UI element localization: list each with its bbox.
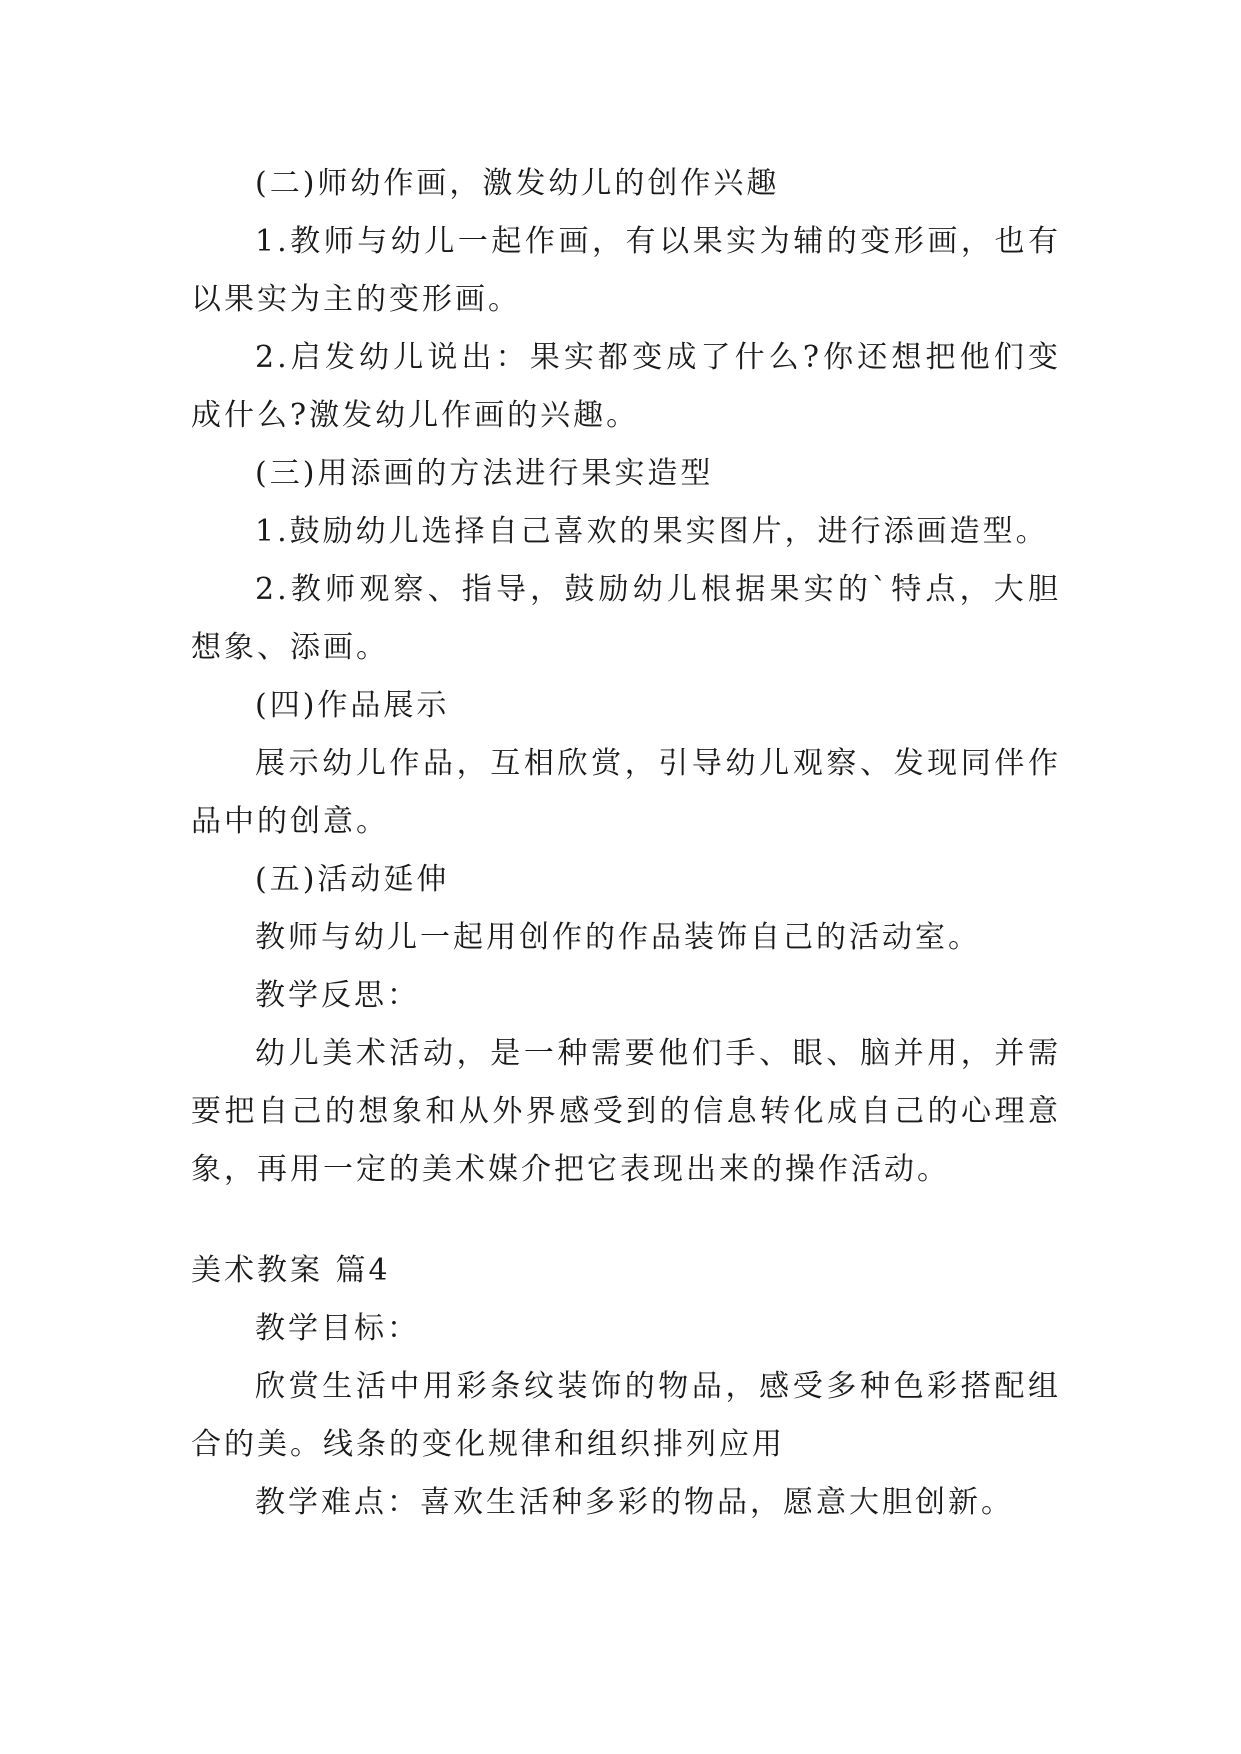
paragraph-step-1-choose-picture: 1.鼓励幼儿选择自己喜欢的果实图片，进行添画造型。 [255, 514, 1049, 549]
paragraph-step-1-draw-together: 1.教师与幼儿一起作画，有以果实为辅的变形画，也有以果实为主的变形画。 [191, 224, 1061, 317]
heading-work-display: (四)作品展示 [255, 688, 450, 723]
paragraph-step-2-inspire: 2.启发幼儿说出：果实都变成了什么?你还想把他们变成什么?激发幼儿作画的兴趣。 [191, 340, 1061, 433]
heading-teaching-goals: 教学目标： [255, 1311, 420, 1346]
paragraph-step-2-observe-guide: 2.教师观察、指导，鼓励幼儿根据果实的`特点，大胆想象、添画。 [191, 572, 1061, 665]
heading-activity-extension: (五)活动延伸 [255, 862, 450, 897]
heading-teacher-child-drawing: (二)师幼作画，激发幼儿的创作兴趣 [255, 166, 780, 201]
section-title-lesson-4: 美术教案 篇4 [191, 1253, 391, 1288]
paragraph-display-works: 展示幼儿作品，互相欣赏，引导幼儿观察、发现同伴作品中的创意。 [191, 746, 1061, 839]
document-body [191, 155, 1061, 1532]
heading-teaching-reflection: 教学反思： [255, 978, 420, 1013]
paragraph-reflection-body: 幼儿美术活动，是一种需要他们手、眼、脑并用，并需要把自己的想象和从外界感受到的信息转化成自己的心理意象，再用一定的美术媒介把它表现出来的操作活动。 [191, 1036, 1061, 1187]
paragraph-teaching-difficulty: 教学难点：喜欢生活种多彩的物品，愿意大胆创新。 [255, 1485, 1014, 1520]
heading-add-drawing-method: (三)用添画的方法进行果实造型 [255, 456, 714, 491]
paragraph-goals-body: 欣赏生活中用彩条纹装饰的物品，感受多种色彩搭配组合的美。线条的变化规律和组织排列应用 [191, 1369, 1061, 1462]
paragraph-decorate-room: 教师与幼儿一起用创作的作品装饰自己的活动室。 [255, 920, 981, 955]
